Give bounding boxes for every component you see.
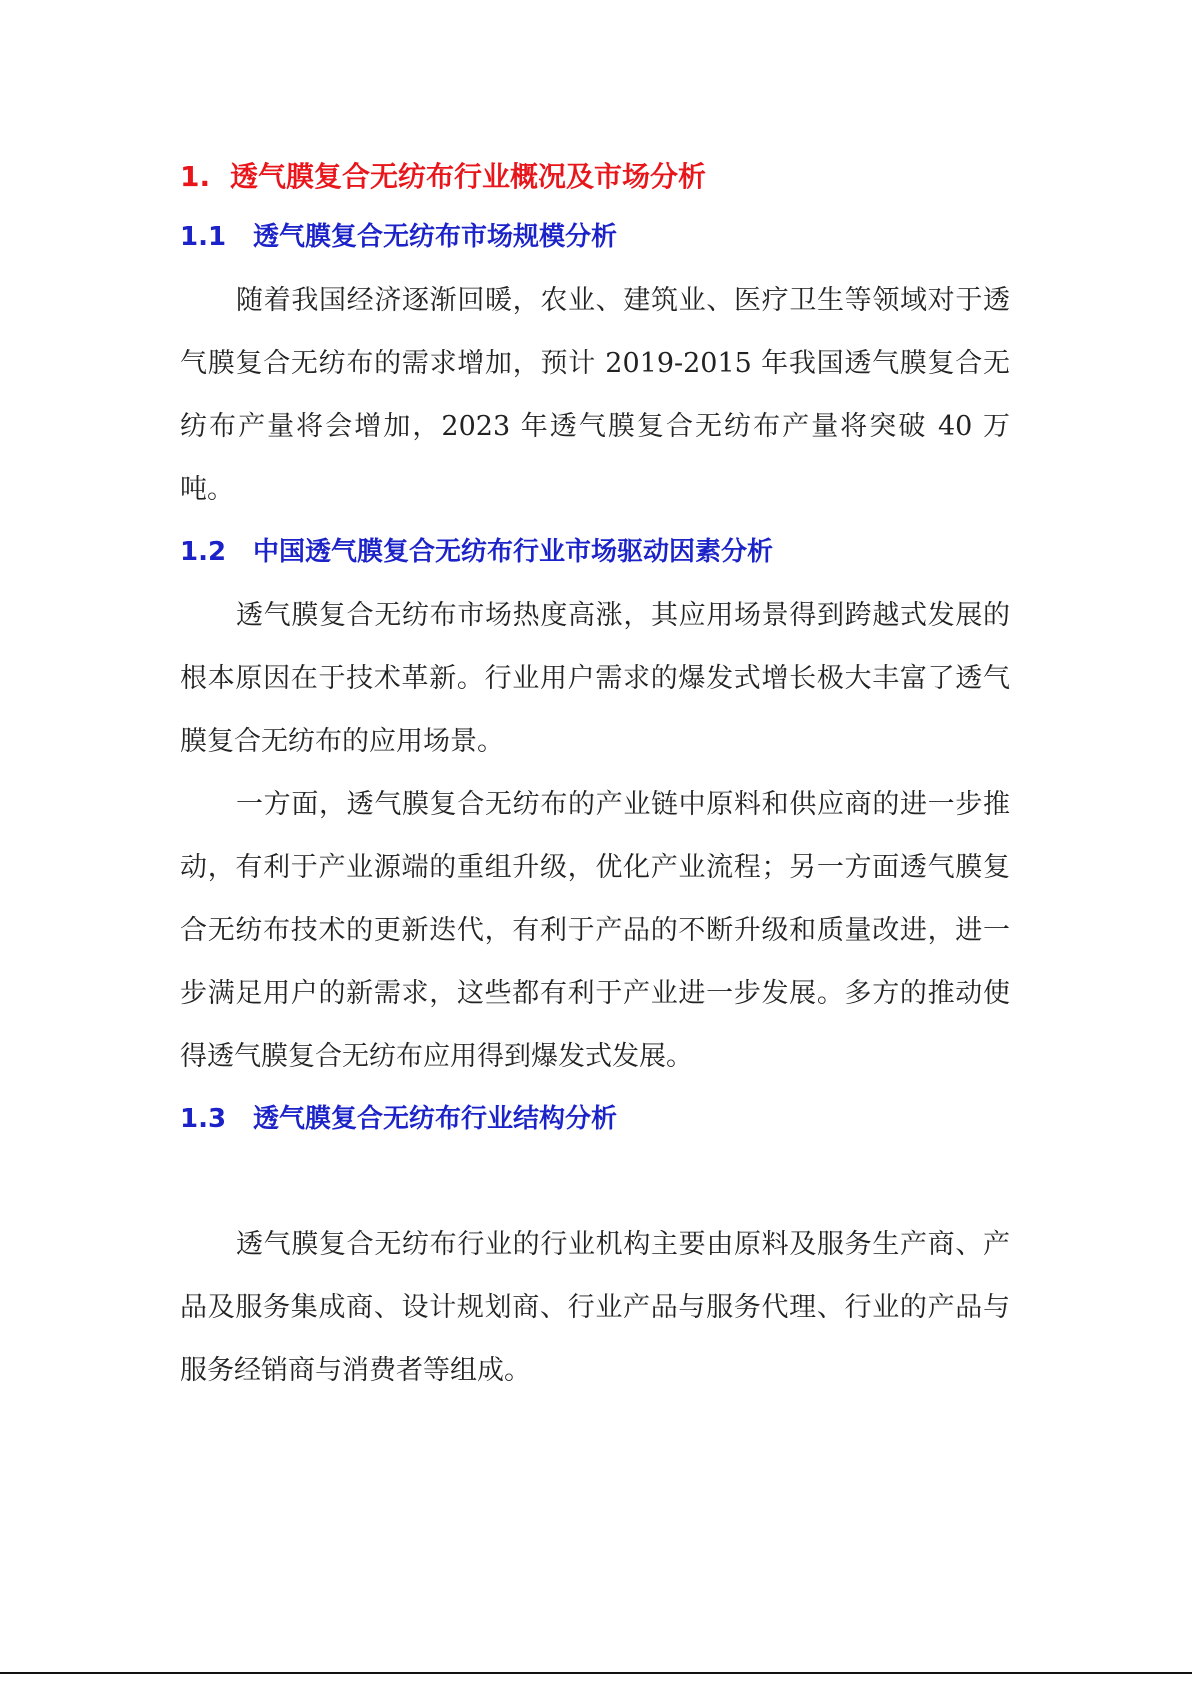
section-1-2-title: 中国透气膜复合无纺布行业市场驱动因素分析 <box>253 537 774 567</box>
section-gap <box>180 1151 1010 1213</box>
section-1-1-heading <box>180 206 1010 269</box>
section-1-1-paragraph: 随着我国经济逐渐回暖，农业、建筑业、医疗卫生等领域对于透气膜复合无纺布的需求增加，预计 2019-2015 年我国透气膜复合无纺布产量将会增加，2023 年透气膜复合无纺布产量将突破 40 万吨。 <box>180 285 1010 505</box>
section-1-3-title: 透气膜复合无纺布行业结构分析 <box>253 1104 618 1134</box>
page-bottom-rule <box>0 1672 1192 1674</box>
section-1-heading <box>180 148 1010 206</box>
section-1-1-title: 透气膜复合无纺布市场规模分析 <box>253 222 618 252</box>
section-1-2-heading <box>180 521 1010 584</box>
section-1-2-paragraph-2: 一方面，透气膜复合无纺布的产业链中原料和供应商的进一步推动，有利于产业源端的重组升级，优化产业流程；另一方面透气膜复合无纺布技术的更新迭代，有利于产品的不断升级和质量改进，进一步满足用户的新需求，这些都有利于产业进一步发展。多方的推动使得透气膜复合无纺布应用得到爆发式发展。 <box>180 789 1010 1072</box>
section-1-title: 透气膜复合无纺布行业概况及市场分析 <box>230 160 707 193</box>
section-1-2-number: 1.2 <box>180 537 227 567</box>
section-1-3-heading <box>180 1088 1010 1151</box>
section-1-3-paragraph: 透气膜复合无纺布行业的行业机构主要由原料及服务生产商、产品及服务集成商、设计规划商、行业产品与服务代理、行业的产品与服务经销商与消费者等组成。 <box>180 1229 1010 1386</box>
document-content <box>180 148 1010 1402</box>
section-1-1-number: 1.1 <box>180 222 227 252</box>
section-1-3-number: 1.3 <box>180 1104 227 1134</box>
section-1-number: 1. <box>180 160 211 193</box>
section-1-2-paragraph-1: 透气膜复合无纺布市场热度高涨，其应用场景得到跨越式发展的根本原因在于技术革新。行业用户需求的爆发式增长极大丰富了透气膜复合无纺布的应用场景。 <box>180 600 1010 757</box>
